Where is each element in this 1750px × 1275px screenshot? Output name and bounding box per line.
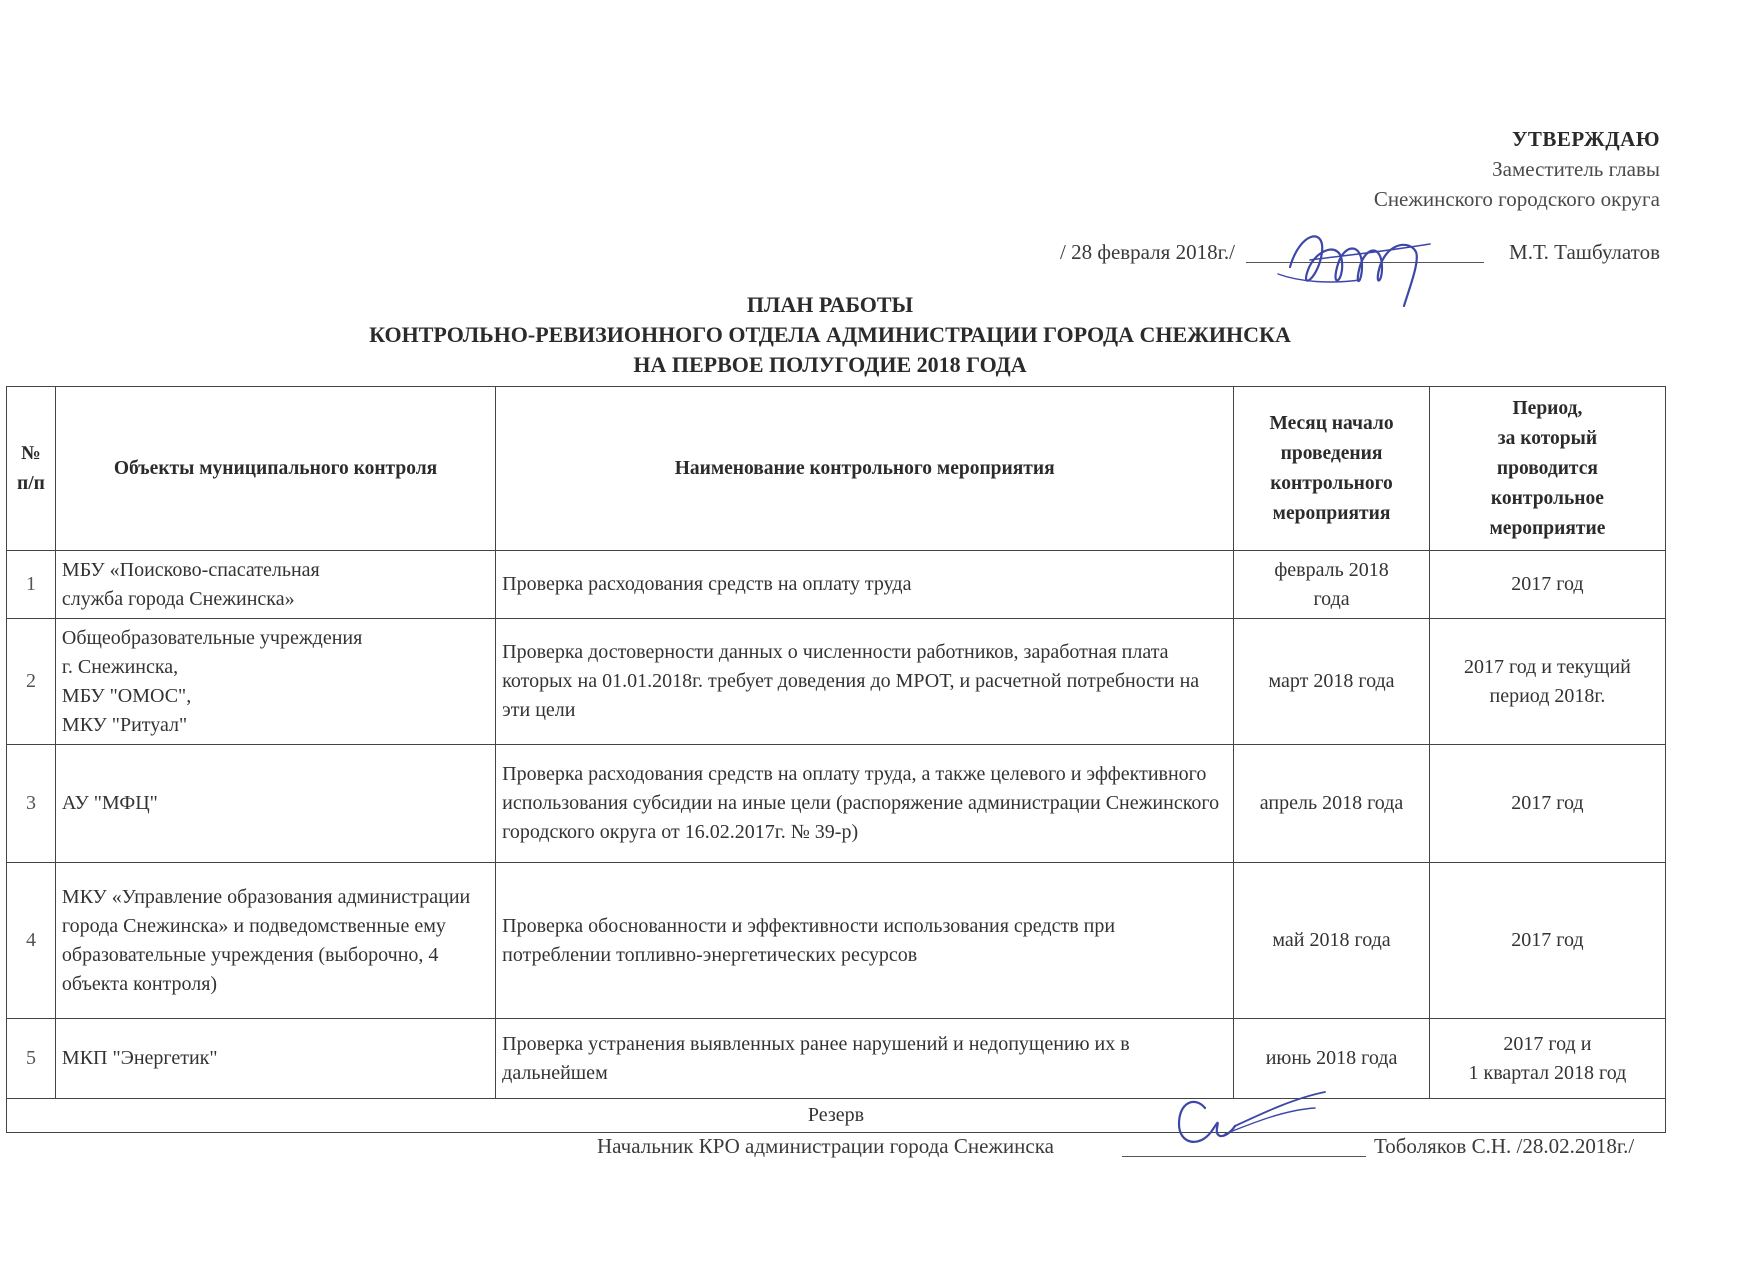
row-activity: Проверка устранения выявленных ранее нарушений и недопущению их в дальнейшем	[496, 1019, 1234, 1099]
row-object: МБУ «Поисково-спасательная служба города Снежинска»	[55, 551, 495, 619]
approval-stamp: УТВЕРЖДАЮ	[1511, 127, 1660, 151]
row-period: 2017 год	[1429, 551, 1665, 619]
row-period: 2017 год	[1429, 745, 1665, 863]
reserve-row	[7, 1099, 1666, 1133]
footer-signature-line	[0, 1134, 1750, 1168]
title-line2: КОНТРОЛЬНО-РЕВИЗИОННОГО ОТДЕЛА АДМИНИСТРАЦИИ ГОРОДА СНЕЖИНСКА	[369, 322, 1291, 347]
header-period: Период, за который проводится контрольное мероприятие	[1429, 387, 1665, 551]
row-activity: Проверка достоверности данных о численности работников, заработная плата которых на 01.01.2018г. требует доведения до МРОТ, и расчетной потребности на эти цели	[496, 619, 1234, 745]
row-activity: Проверка обоснованности и эффективности использования средств при потреблении топливно-энергетических ресурсов	[496, 863, 1234, 1019]
title-line3: НА ПЕРВОЕ ПОЛУГОДИЕ 2018 ГОДА	[633, 352, 1027, 377]
header-activity: Наименование контрольного мероприятия	[496, 387, 1234, 551]
approval-date: / 28 февраля 2018г./	[1060, 240, 1235, 264]
row-activity: Проверка расходования средств на оплату труда	[496, 551, 1234, 619]
approval-position-line2: Снежинского городского округа	[1373, 187, 1660, 211]
row-num: 4	[7, 863, 56, 1019]
row-month: май 2018 года	[1234, 863, 1430, 1019]
plan-table	[6, 386, 1666, 1133]
row-object: МКУ «Управление образования администрации города Снежинска» и подведомственные ему образовательные учреждения (выборочно, 4 объекта контроля)	[55, 863, 495, 1019]
row-num: 1	[7, 551, 56, 619]
header-object: Объекты муниципального контроля	[55, 387, 495, 551]
reserve-cell: Резерв	[7, 1099, 1666, 1133]
table-row	[7, 745, 1666, 863]
row-num: 3	[7, 745, 56, 863]
row-num: 2	[7, 619, 56, 745]
row-month: апрель 2018 года	[1234, 745, 1430, 863]
row-object: АУ "МФЦ"	[55, 745, 495, 863]
table-row	[7, 551, 1666, 619]
row-period: 2017 год и 1 квартал 2018 год	[1429, 1019, 1665, 1099]
approval-signatory: М.Т. Ташбулатов	[1509, 240, 1660, 264]
row-object: Общеобразовательные учреждения г. Снежинска, МБУ "ОМОС", МКУ "Ритуал"	[55, 619, 495, 745]
document-title	[0, 290, 1660, 380]
header-row	[7, 387, 1666, 551]
row-month: февраль 2018 года	[1234, 551, 1430, 619]
row-period: 2017 год и текущий период 2018г.	[1429, 619, 1665, 745]
footer-label: Начальник КРО администрации города Снежинска	[597, 1134, 1054, 1158]
table-row	[7, 619, 1666, 745]
row-period: 2017 год	[1429, 863, 1665, 1019]
footer-signature-icon	[1165, 1088, 1365, 1158]
table-row	[7, 863, 1666, 1019]
footer-signatory: Тоболяков С.Н. /28.02.2018г./	[1374, 1134, 1635, 1158]
row-month: март 2018 года	[1234, 619, 1430, 745]
approval-position-line1: Заместитель главы	[1492, 157, 1660, 181]
row-object: МКП "Энергетик"	[55, 1019, 495, 1099]
table-row	[7, 1019, 1666, 1099]
header-month: Месяц начало проведения контрольного мероприятия	[1234, 387, 1430, 551]
row-activity: Проверка расходования средств на оплату труда, а также целевого и эффективного использования субсидии на иные цели (распоряжение администрации Снежинского городского округа от 16.02.2017г. № 39-р)	[496, 745, 1234, 863]
title-line1: ПЛАН РАБОТЫ	[746, 292, 914, 317]
approval-block	[1374, 124, 1660, 214]
header-num: № п/п	[7, 387, 56, 551]
row-num: 5	[7, 1019, 56, 1099]
row-month: июнь 2018 года	[1234, 1019, 1430, 1099]
